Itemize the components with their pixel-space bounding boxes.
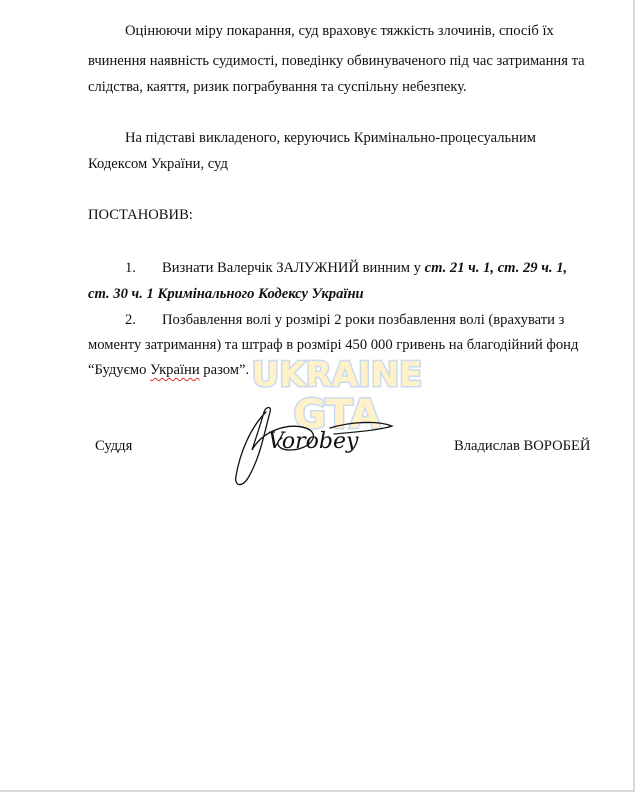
item-2-quote-rest: разом”. xyxy=(199,362,250,378)
signature-role: Суддя xyxy=(95,438,133,454)
item-2-spellcheck-word: України xyxy=(150,362,200,378)
paragraph-1-line-3: слідства, каяття, ризик пограбування та суспільну небезпеку. xyxy=(88,79,467,95)
item-1-articles: ст. 21 ч. 1, ст. 29 ч. 1, xyxy=(424,260,568,276)
item-1-line-2: ст. 30 ч. 1 Кримінального Кодексу України xyxy=(88,286,364,302)
item-2-line-2: моменту затримання) та штраф в розмірі 450 000 гривень на благодійний фонд xyxy=(88,337,579,353)
paragraph-2-line-2: Кодексом України, суд xyxy=(88,156,228,172)
signature-text: Vorobey xyxy=(268,429,359,454)
item-2-line-1: Позбавлення волі у розмірі 2 роки позбавлення волі (врахувати з xyxy=(162,312,565,328)
paragraph-2-line-1: На підставі викладеного, керуючись Кримінально-процесуальним xyxy=(125,130,537,146)
paragraph-1-line-2: вчинення наявність судимості, поведінку обвинуваченого під час затримання та xyxy=(88,53,585,69)
item-2-line-3 xyxy=(88,361,249,379)
item-1-text: Визнати Валерчік ЗАЛУЖНИЙ винним у xyxy=(162,260,425,276)
paragraph-1-line-1: Оцінюючи міру покарання, суд враховує тяжкість злочинів, спосіб їх xyxy=(125,23,554,39)
handwritten-signature xyxy=(226,398,398,490)
signature-name: Владислав ВОРОБЕЙ xyxy=(454,438,591,454)
item-1-line-1 xyxy=(162,259,567,277)
watermark-line-2: GTA xyxy=(293,392,381,438)
watermark-line-1: UKRAINE xyxy=(251,355,423,395)
item-1-number: 1. xyxy=(125,260,136,276)
decision-heading: ПОСТАНОВИВ: xyxy=(88,207,193,223)
item-2-quote-open: “Будуємо xyxy=(88,362,151,378)
item-2-number: 2. xyxy=(125,312,136,328)
